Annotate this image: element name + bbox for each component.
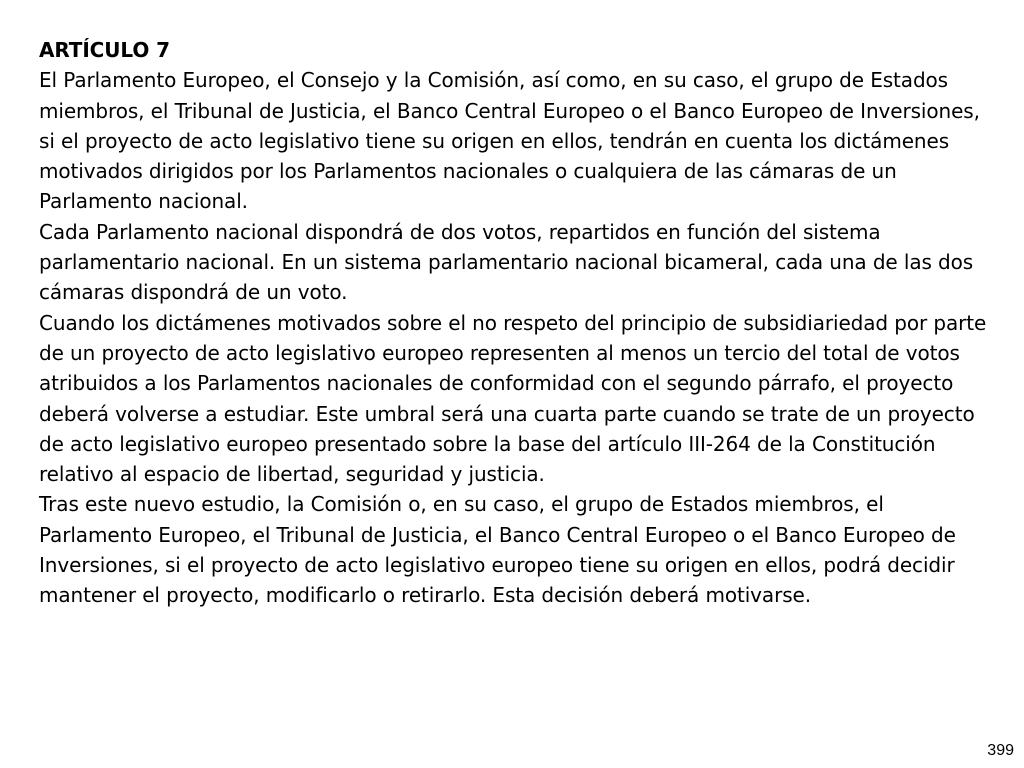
article-title: ARTÍCULO 7	[39, 38, 170, 62]
article-paragraph-2: Cada Parlamento nacional dispondrá de dos votos, repartidos en función del sistema parlamentario nacional. En un sistema parlamentario nacional bicameral, cada una de las dos cámaras dispondrá de un voto.	[39, 219, 974, 305]
article-paragraph-1: El Parlamento Europeo, el Consejo y la Comisión, así como, en su caso, el grupo de Estados miembros, el Tribunal de Justicia, el Banco Central Europeo o el Banco Europeo de Inversiones, si el proyecto de acto legislativo tiene su origen en ellos, tendrán en cuenta los dictámenes motivados dirigidos por los Parlamentos nacionales o cualquiera de las cámaras de un Parlamento nacional.	[39, 68, 980, 214]
article-body	[39, 35, 999, 611]
article-paragraph-3: Cuando los dictámenes motivados sobre el no respeto del principio de subsidiariedad por parte de un proyecto de acto legislativo europeo representen al menos un tercio del total de votos atribuidos a los Parlamentos nacionales de conformidad con el segundo párrafo, el proyecto deberá volverse a estudiar. Este umbral será una cuarta parte cuando se trate de un proyecto de acto legislativo europeo presentado sobre la base del artículo III-264 de la Constitución relativo al espacio de libertad, seguridad y justicia.	[39, 310, 987, 487]
article-paragraph-4: Tras este nuevo estudio, la Comisión o, en su caso, el grupo de Estados miembros, el Parlamento Europeo, el Tribunal de Justicia, el Banco Central Europeo o el Banco Europeo de Inversiones, si el proyecto de acto legislativo europeo tiene su origen en ellos, podrá decidir mantener el proyecto, modificarlo o retirarlo. Esta decisión deberá motivarse.	[39, 492, 956, 608]
slide-number: 399	[987, 742, 1014, 759]
